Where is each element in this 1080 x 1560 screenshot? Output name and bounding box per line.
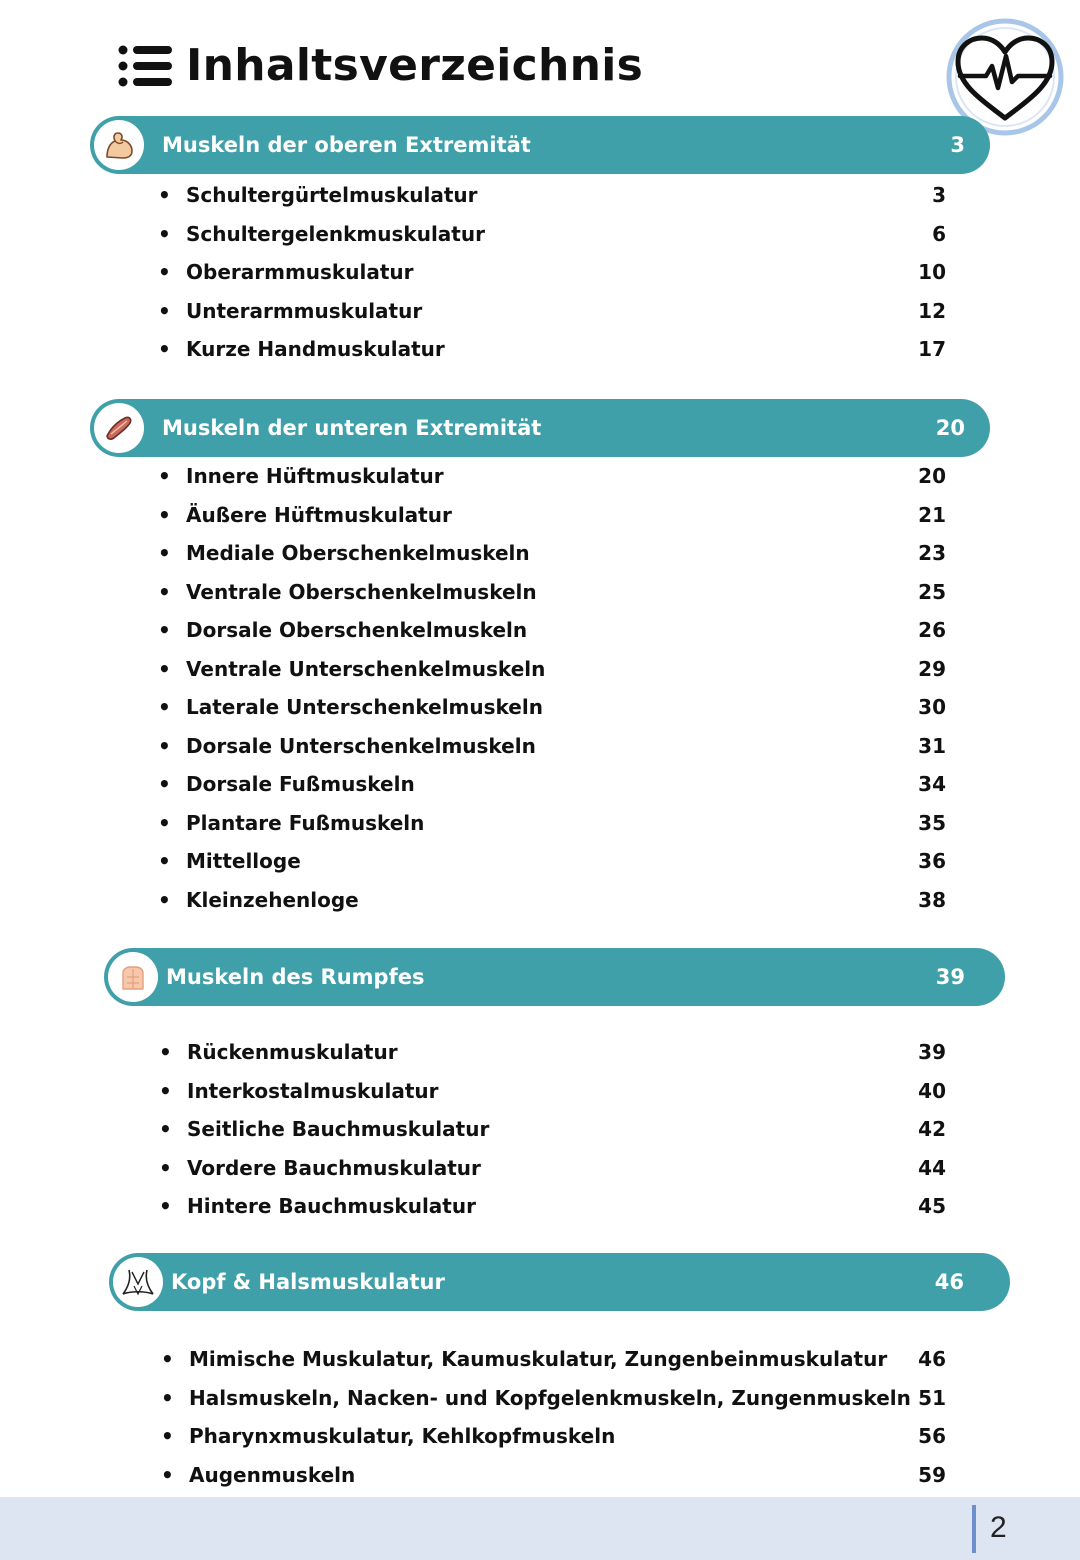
item-page: 23 bbox=[918, 541, 946, 565]
item-page: 39 bbox=[918, 1040, 946, 1064]
list-icon bbox=[118, 44, 172, 88]
section-title: Muskeln des Rumpfes bbox=[166, 965, 425, 989]
item-page: 36 bbox=[918, 849, 946, 873]
page-number: 2 bbox=[990, 1511, 1007, 1544]
item-page: 25 bbox=[918, 579, 946, 604]
item-page: 17 bbox=[918, 337, 946, 361]
item-page: 46 bbox=[918, 1347, 946, 1371]
item-page: 3 bbox=[932, 183, 946, 207]
list-item[interactable]: • Mittelloge 36 bbox=[158, 849, 946, 873]
list-item[interactable]: • Mimische Muskulatur, Kaumuskulatur, Zungenbeinmuskulatur 46 bbox=[161, 1347, 946, 1371]
list-item[interactable]: • Halsmuskeln, Nacken- und Kopfgelenkmuskeln, Zungenmuskeln 51 bbox=[161, 1385, 946, 1410]
flexed-arm-icon bbox=[94, 120, 144, 170]
list-item[interactable]: • Unterarmmuskulatur 12 bbox=[158, 298, 946, 323]
list-item[interactable]: • Seitliche Bauchmuskulatur 42 bbox=[159, 1117, 946, 1141]
leg-muscle-icon bbox=[94, 403, 144, 453]
item-page: 44 bbox=[918, 1155, 946, 1180]
footer-divider bbox=[972, 1505, 976, 1553]
list-item[interactable]: • Kurze Handmuskulatur 17 bbox=[158, 337, 946, 361]
list-item[interactable]: • Vordere Bauchmuskulatur 44 bbox=[159, 1155, 946, 1180]
list-item[interactable]: • Pharynxmuskulatur, Kehlkopfmuskeln 56 bbox=[161, 1424, 946, 1448]
list-item[interactable]: • Hintere Bauchmuskulatur 45 bbox=[159, 1194, 946, 1218]
section-items-trunk bbox=[159, 1040, 957, 1233]
section-page: 39 bbox=[935, 965, 965, 989]
page-title: Inhaltsverzeichnis bbox=[186, 40, 644, 91]
item-page: 20 bbox=[918, 464, 946, 488]
item-page: 34 bbox=[918, 772, 946, 796]
section-page: 46 bbox=[934, 1270, 964, 1294]
page-header bbox=[118, 38, 643, 94]
item-page: 10 bbox=[918, 260, 946, 284]
item-page: 51 bbox=[918, 1385, 946, 1410]
section-items-head-neck bbox=[161, 1347, 959, 1501]
section-title: Muskeln der oberen Extremität bbox=[162, 133, 531, 157]
list-item[interactable]: • Schultergürtelmuskulatur 3 bbox=[158, 183, 946, 207]
list-item[interactable]: • Dorsale Unterschenkelmuskeln 31 bbox=[158, 733, 946, 758]
list-item[interactable]: • Kleinzehenloge 38 bbox=[158, 887, 946, 912]
item-page: 42 bbox=[918, 1117, 946, 1141]
list-item[interactable]: • Dorsale Fußmuskeln 34 bbox=[158, 772, 946, 796]
list-item[interactable]: • Schultergelenkmuskulatur 6 bbox=[158, 221, 946, 246]
item-page: 29 bbox=[918, 656, 946, 681]
section-title: Kopf & Halsmuskulatur bbox=[171, 1270, 445, 1294]
item-page: 12 bbox=[918, 298, 946, 323]
section-bar-lower-extremity[interactable] bbox=[90, 399, 990, 457]
item-page: 6 bbox=[932, 221, 946, 246]
item-page: 59 bbox=[918, 1462, 946, 1487]
item-page: 30 bbox=[918, 695, 946, 719]
list-item[interactable]: • Äußere Hüftmuskulatur 21 bbox=[158, 502, 946, 527]
list-item[interactable]: • Rückenmuskulatur 39 bbox=[159, 1040, 946, 1064]
list-item[interactable]: • Ventrale Unterschenkelmuskeln 29 bbox=[158, 656, 946, 681]
item-page: 56 bbox=[918, 1424, 946, 1448]
section-bar-trunk[interactable] bbox=[104, 948, 1005, 1006]
item-page: 40 bbox=[918, 1078, 946, 1103]
section-items-lower bbox=[158, 464, 956, 926]
section-title: Muskeln der unteren Extremität bbox=[162, 416, 542, 440]
list-item[interactable]: • Laterale Unterschenkelmuskeln 30 bbox=[158, 695, 946, 719]
neck-muscle-icon bbox=[113, 1257, 163, 1307]
list-item[interactable]: • Interkostalmuskulatur 40 bbox=[159, 1078, 946, 1103]
page-footer bbox=[0, 1497, 1080, 1560]
item-page: 35 bbox=[918, 810, 946, 835]
section-bar-upper-extremity[interactable] bbox=[90, 116, 990, 174]
list-item[interactable]: • Plantare Fußmuskeln 35 bbox=[158, 810, 946, 835]
item-page: 21 bbox=[918, 502, 946, 527]
section-page: 20 bbox=[935, 416, 965, 440]
section-bar-head-neck[interactable] bbox=[109, 1253, 1010, 1311]
torso-icon bbox=[108, 952, 158, 1002]
item-page: 38 bbox=[918, 887, 946, 912]
list-item[interactable]: • Ventrale Oberschenkelmuskeln 25 bbox=[158, 579, 946, 604]
item-page: 31 bbox=[918, 733, 946, 758]
list-item[interactable]: • Augenmuskeln 59 bbox=[161, 1462, 946, 1487]
section-items-upper bbox=[158, 183, 956, 376]
list-item[interactable]: • Dorsale Oberschenkelmuskeln 26 bbox=[158, 618, 946, 642]
list-item[interactable]: • Innere Hüftmuskulatur 20 bbox=[158, 464, 946, 488]
item-page: 26 bbox=[918, 618, 946, 642]
section-page: 3 bbox=[950, 133, 965, 157]
list-item[interactable]: • Mediale Oberschenkelmuskeln 23 bbox=[158, 541, 946, 565]
item-page: 45 bbox=[918, 1194, 946, 1218]
list-item[interactable]: • Oberarmmuskulatur 10 bbox=[158, 260, 946, 284]
